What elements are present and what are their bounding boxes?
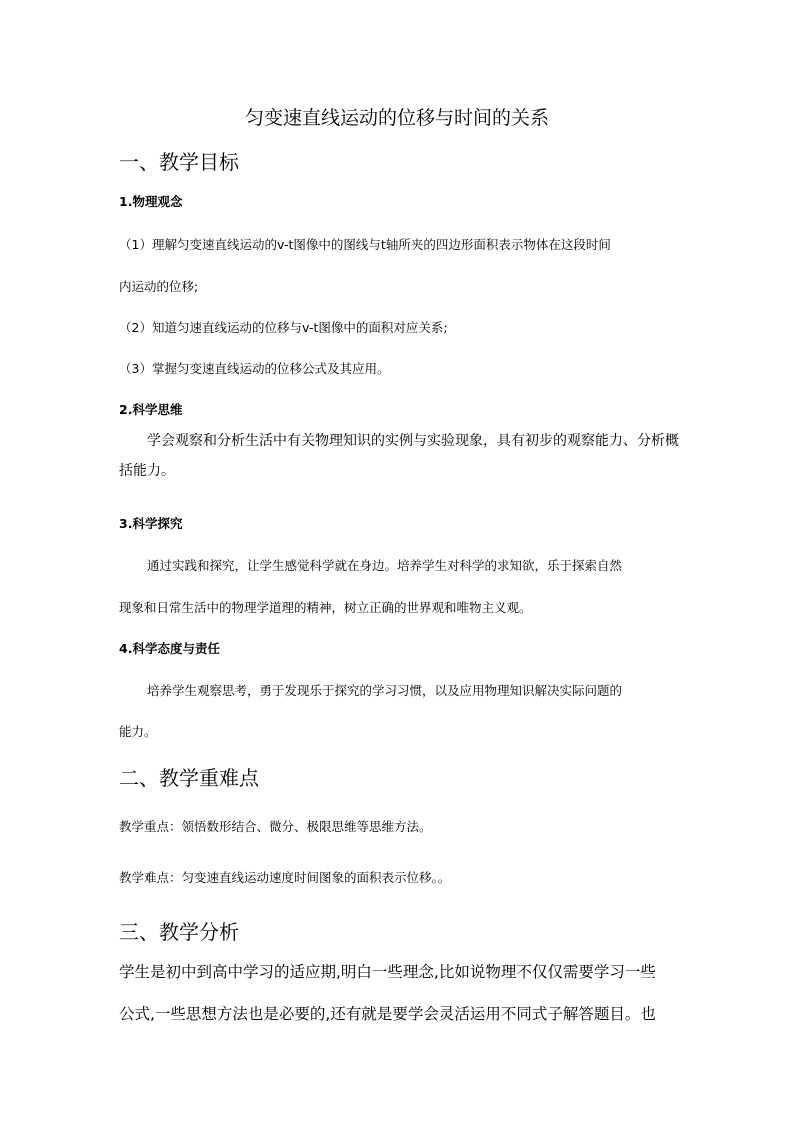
- paragraph-line: 学生是初中到高中学习的适应期,明白一些理念,比如说物理不仅仅需要学习一些: [119, 963, 656, 981]
- paragraph-line: 能力。: [119, 724, 157, 739]
- paragraph-line: 公式,一些思想方法也是必要的,还有就是要学会灵活运用不同式子解答题目。也: [119, 1005, 656, 1023]
- paragraph-line: 内运动的位移;: [119, 279, 199, 294]
- subheading-scientific-inquiry: 3.科学探究: [119, 516, 183, 531]
- paragraph-line: 通过实践和探究，让学生感觉科学就在身边。培养学生对科学的求知欲，乐于探索自然: [147, 558, 623, 573]
- subheading-scientific-thinking: 2.科学思维: [119, 402, 183, 417]
- paragraph-line: （1）理解匀变速直线运动的v-t图像中的图线与t轴所夹的四边形面积表示物体在这段时间: [119, 237, 611, 252]
- paragraph-line: 学会观察和分析生活中有关物理知识的实例与实验现象，具有初步的观察能力、分析概: [147, 433, 679, 449]
- paragraph-line: 教学难点：匀变速直线运动速度时间图象的面积表示位移。。: [119, 870, 451, 885]
- subheading-physics-concept: 1.物理观念: [119, 194, 183, 209]
- paragraph-line: 培养学生观察思考，勇于发现乐于探究的学习习惯，以及应用物理知识解决实际问题的: [147, 683, 623, 698]
- paragraph-line: （3）掌握匀变速直线运动的位移公式及其应用。: [119, 361, 390, 376]
- document-title: 匀变速直线运动的位移与时间的关系: [244, 107, 549, 129]
- section-heading-key-points: 二、教学重难点: [119, 766, 259, 790]
- paragraph-line: 括能力。: [119, 463, 175, 479]
- paragraph-line: 现象和日常生活中的物理学道理的精神，树立正确的世界观和唯物主义观。: [119, 600, 532, 615]
- subheading-attitude-responsibility: 4.科学态度与责任: [119, 641, 220, 656]
- section-heading-teaching-goals: 一、教学目标: [119, 150, 239, 174]
- paragraph-line: （2）知道匀速直线运动的位移与v-t图像中的面积对应关系;: [119, 320, 448, 335]
- section-heading-analysis: 三、教学分析: [119, 920, 239, 944]
- paragraph-line: 教学重点：领悟数形结合、微分、极限思维等思维方法。: [119, 819, 432, 834]
